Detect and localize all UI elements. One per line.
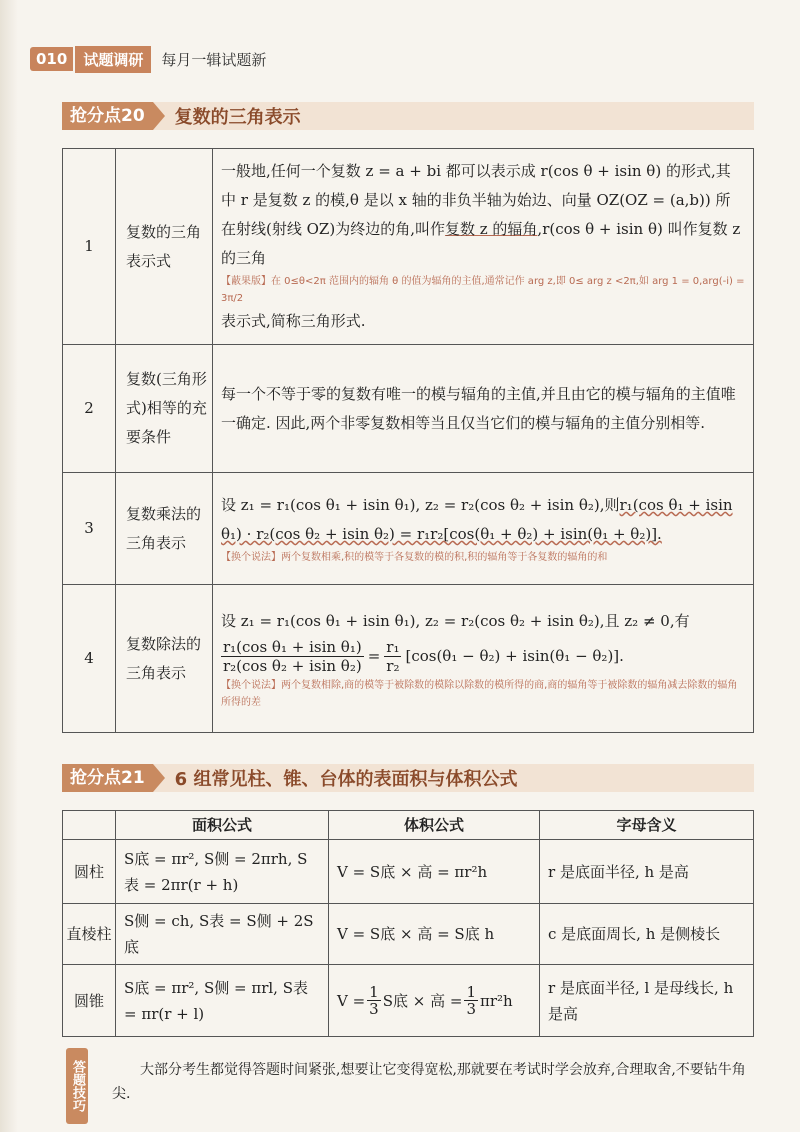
row-title: 复数的三角表示式 [116,149,213,345]
underlined-term: 复数 z 的辐角 [444,220,538,238]
row-title: 圆柱 [63,840,116,904]
fraction-denominator: 3 [369,1000,379,1018]
table-header-row [63,811,754,840]
desc-text: ,r(cos θ + isin θ) 叫作复数 z 的三角 [221,220,741,267]
chevron-right-icon [153,764,165,792]
row-description [213,473,754,585]
row-description [213,149,754,345]
fraction-denominator: 3 [466,1000,476,1018]
ratio-numerator: r₁ [386,637,400,656]
section-21-title: 6 组常见柱、锥、台体的表面积与体积公式 [174,769,518,790]
area-formula: S底 = πr², S侧 = 2πrh, S表 = 2πr(r + h) [116,840,329,904]
column-header: 面积公式 [116,811,329,840]
handwritten-note: 【换个说法】两个复数相乘,积的模等于各复数的模的积,积的辐角等于各复数的辐角的和 [221,552,608,563]
fraction-numerator: r₁(cos θ₁ + isin θ₁) [223,637,362,656]
tip-text: 大部分考生都觉得答题时间紧张,想要让它变得宽松,那就要在考试时学会放弃,合理取舍,不要钻牛角尖. [112,1062,746,1102]
underlined-formula: r₁(cos θ₁ + isin θ₁) · r₂(cos θ₂ + isin θ₂) = r₁r₂[cos(θ₁ + θ₂) + isin(θ₁ + θ₂)]. [221,496,733,543]
desc-text: 设 z₁ = r₁(cos θ₁ + isin θ₁), z₂ = r₂(cos θ₂ + isin θ₂),则 [221,496,620,514]
magazine-title: 每月一辑试题新 [161,50,267,69]
table-row [63,965,754,1037]
section-20-heading [62,102,754,130]
row-title: 复数除法的三角表示 [116,585,213,733]
tip-label: 答题技巧 [66,1048,88,1124]
table-row [63,904,754,965]
column-header: 体积公式 [329,811,540,840]
fraction-denominator: r₂(cos θ₂ + isin θ₂) [223,656,362,675]
row-number: 3 [63,473,116,585]
page-header [30,44,266,74]
formula-text: πr²h [479,991,513,1010]
table-row [63,585,754,733]
formula-text: V = [337,991,366,1010]
handwritten-note: 【蔽果版】在 0≤θ<2π 范围内的辐角 θ 的值为辐角的主值,通常记作 arg z,即 0≤ arg z <2π,如 arg 1 = 0,arg(-i) = 3π/2 [221,276,745,304]
section-21-heading [62,764,754,792]
letter-meaning: r 是底面半径, h 是高 [540,840,754,904]
row-title: 复数(三角形式)相等的充要条件 [116,345,213,473]
page-number: 010 [30,47,73,71]
table-row [63,345,754,473]
row-title: 直棱柱 [63,904,116,965]
section-20-title: 复数的三角表示 [174,107,301,128]
complex-trig-table [62,148,754,733]
desc-text: 一般地,任何一个复数 z = a + bi 都可以表示成 r(cos θ + isin θ) 的形式,其中 r 是复数 z 的模,θ 是以 x 轴的非负半轴为始边、向量 OZ(OZ = (a,b)) 所在射线(射线 OZ)为终边的角,叫作 [221,162,731,238]
ratio-denominator: r₂ [386,656,400,675]
area-formula: S侧 = ch, S表 = S侧 + 2S底 [116,904,329,965]
row-number: 2 [63,345,116,473]
fraction-numerator: 1 [466,983,476,1001]
letter-meaning: r 是底面半径, l 是母线长, h 是高 [540,965,754,1037]
section-tag: 试题调研 [75,46,151,73]
table-row [63,473,754,585]
row-number: 4 [63,585,116,733]
row-number: 1 [63,149,116,345]
chevron-right-icon [153,102,165,130]
desc-text: 设 z₁ = r₁(cos θ₁ + isin θ₁), z₂ = r₂(cos θ₂ + isin θ₂),且 z₂ ≠ 0,有 [221,611,690,630]
table-row [63,840,754,904]
desc-text: 表示式,简称三角形式. [221,312,366,330]
volume-formula: V = S底 × 高 = πr²h [329,840,540,904]
area-formula: S底 = πr², S侧 = πrl, S表 = πr(r + l) [116,965,329,1037]
volume-formula: V = S底 × 高 = S底 h [329,904,540,965]
fraction-numerator: 1 [369,983,379,1001]
solid-formula-table [62,810,754,1037]
section-21-label: 抢分点21 [62,764,153,792]
division-formula: $\frac{\text{r₁(cos θ₁ + isin θ₁)}}{\text{r₂(cos θ₂ + isin θ₂)}}$ = $\frac{\text{r₁}}{\text{r₂}}$ [cos(θ₁ − θ₂) + isin(θ₁ − θ₂)]. [223,637,624,675]
column-header: 字母含义 [540,811,754,840]
column-header [63,811,116,840]
table-row [63,149,754,345]
row-title: 复数乘法的三角表示 [116,473,213,585]
row-description: 每一个不等于零的复数有唯一的模与辐角的主值,并且由它的模与辐角的主值唯一确定. 因此,两个非零复数相等当且仅当它们的模与辐角的主值分别相等. [213,345,754,473]
volume-formula [329,965,540,1037]
letter-meaning: c 是底面周长, h 是侧棱长 [540,904,754,965]
formula-rest: [cos(θ₁ − θ₂) + isin(θ₁ − θ₂)]. [405,647,624,665]
handwritten-note: 【换个说法】两个复数相除,商的模等于被除数的模除以除数的模所得的商,商的辐角等于被除数的辐角减去除数的辐角所得的差 [221,679,738,708]
book-spine-shadow [0,0,18,1132]
row-description [213,585,754,733]
section-20-label: 抢分点20 [62,102,153,130]
row-title: 圆锥 [63,965,116,1037]
formula-text: S底 × 高 = [382,991,463,1010]
